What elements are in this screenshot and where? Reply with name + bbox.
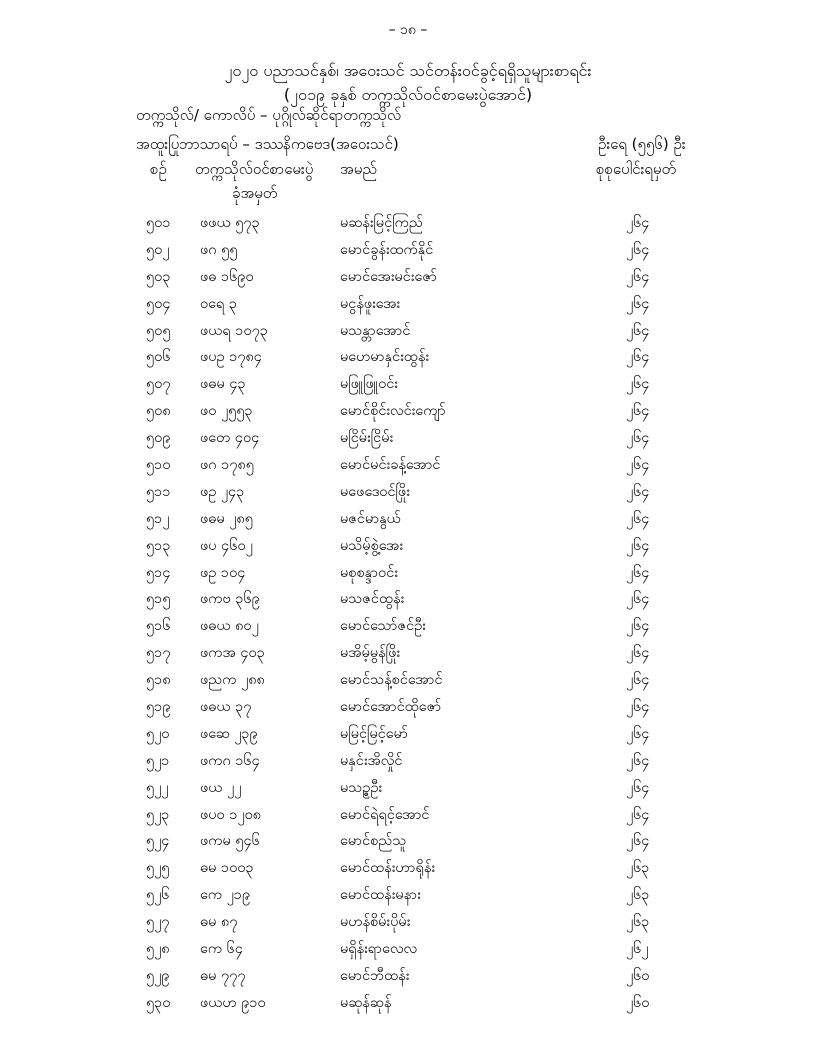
- table-row: [0, 348, 816, 375]
- row-number: ၅၁၃: [146, 537, 171, 554]
- row-number: ၅၀၅: [146, 322, 171, 339]
- table-row: [0, 402, 816, 429]
- document-subtitle: (၂၀၁၉ ခုနှစ် တက္ကသိုလ်ဝင်စာမေးပွဲအောင်): [283, 85, 533, 104]
- student-name: မောင်ခွန်းထက်နိုင်: [340, 241, 434, 258]
- table-row: [0, 564, 816, 591]
- total-marks: ၂၆၄: [626, 376, 650, 393]
- table-row: [0, 644, 816, 671]
- total-marks: ၂၆၄: [626, 618, 650, 635]
- student-name: မောင်စိုင်းလင်းကျော်: [340, 403, 446, 420]
- table-row: [0, 698, 816, 725]
- student-name: မသဥ္စဦး: [340, 779, 383, 796]
- roll-number: ဖတေ ၄၀၄: [200, 430, 260, 447]
- roll-number: ဓမ ၈၇: [200, 914, 238, 931]
- total-marks: ၂၆၄: [626, 699, 650, 716]
- student-name: မဆုန်ဆုန်: [340, 994, 392, 1011]
- total-marks: ၂၆၄: [626, 806, 650, 823]
- total-marks: ၂၆၄: [626, 241, 650, 258]
- roll-number: ဖဓမ ၂၈၅: [200, 510, 253, 527]
- student-name: မောင်ဘီထန်း: [340, 967, 410, 984]
- roll-number: ဖဝ ၂၅၅၃: [200, 403, 253, 420]
- total-marks: ၂၆၄: [626, 215, 650, 231]
- column-header-name: အမည်: [340, 160, 377, 178]
- student-name: မောင်အောင်ထိုဇော်: [340, 699, 442, 716]
- roll-number: ဖယဟ ၉၁၀: [200, 994, 266, 1011]
- page-number: – ၁၈ –: [388, 22, 428, 38]
- roll-number: ဖဓ ၁၆၉၀: [200, 268, 254, 285]
- table-row: [0, 940, 816, 967]
- total-marks: ၂၆၄: [626, 537, 650, 554]
- student-name: မောင်ရဲရင့်အောင်: [340, 806, 430, 823]
- student-name: မသဇင်ထွန်း: [340, 591, 405, 608]
- student-list: [0, 214, 816, 1021]
- roll-number: ဖဂ ၁၇၈၅: [200, 457, 254, 474]
- student-name: မဇင်မာနွယ်: [340, 510, 401, 527]
- table-row: [0, 725, 816, 752]
- roll-number: ဖကအ ၄၀၃: [200, 645, 265, 662]
- total-marks: ၂၆၄: [626, 645, 650, 662]
- table-row: [0, 590, 816, 617]
- student-name: မသန္တာအောင်: [340, 322, 411, 339]
- row-number: ၅၂၃: [146, 806, 170, 823]
- roll-number: ဖယ ၂၂: [200, 779, 242, 796]
- document-title: ၂၀၂၀ ပညာသင်နှစ်၊ အဝေးသင် သင်တန်းဝင်ခွင့်ရရှိသူများစာရင်း: [224, 61, 592, 80]
- student-name: မအိမ့်မွန်ဖြိုး: [340, 645, 401, 662]
- total-marks: ၂၆၄: [626, 322, 650, 339]
- total-marks: ၂၆၄: [626, 457, 650, 474]
- table-row: [0, 617, 816, 644]
- major-subject-line: အထူးပြုဘာသာရပ် – ဒဿနိကဗေဒ(အဝေးသင်): [136, 135, 399, 153]
- student-name: မရှိန်းရာလေလ: [340, 941, 418, 958]
- total-marks: ၂၆၃: [626, 887, 650, 904]
- row-number: ၅၁၀: [146, 457, 171, 474]
- student-count: ဦးရေ (၅၅၆) ဦး: [598, 135, 686, 153]
- roll-number: ဖပ ၄၆၀၂: [200, 537, 253, 554]
- column-header-roll-line2: ခုံအမှတ်: [232, 184, 278, 202]
- table-row: [0, 429, 816, 456]
- row-number: ၅၁၇: [146, 645, 171, 662]
- table-row: [0, 268, 816, 295]
- column-header-no: စဉ်: [150, 160, 167, 178]
- roll-number: ဖပ၀ ၁၂၀၈: [200, 806, 262, 823]
- total-marks: ၂၆၄: [626, 752, 650, 769]
- row-number: ၅၁၂: [146, 510, 170, 527]
- student-name: မဟန်စိမ်းပိုမ်း: [340, 914, 411, 931]
- total-marks: ၂၆၄: [626, 510, 650, 527]
- total-marks: ၂၆၄: [626, 779, 650, 796]
- row-number: ၅၂၇: [146, 914, 170, 931]
- student-name: မငြိမ်းငြိမ်း: [340, 430, 394, 447]
- roll-number: ဖယရ ၁၀၇၃: [200, 322, 268, 339]
- table-row: [0, 214, 816, 241]
- row-number: ၅၁၁: [146, 483, 171, 500]
- row-number: ၅၂၁: [146, 752, 170, 769]
- column-header-roll: တက္ကသိုလ်ဝင်စာမေးပွဲ: [195, 160, 314, 178]
- row-number: ၅၂၅: [146, 860, 170, 877]
- roll-number: ဖဓယ ၈၀၂: [200, 618, 259, 635]
- roll-number: ဝရေ ၃: [200, 295, 238, 312]
- row-number: ၅၁၈: [146, 672, 171, 689]
- student-name: မောင်စည်သူ: [340, 833, 407, 850]
- table-row: [0, 967, 816, 994]
- row-number: ၅၀၃: [146, 268, 171, 285]
- total-marks: ၂၆၄: [626, 349, 650, 366]
- roll-number: ဓမ ၁၀၀၃: [200, 860, 254, 877]
- row-number: ၅၂၉: [146, 967, 170, 984]
- table-row: [0, 886, 816, 913]
- total-marks: ၂၆၃: [626, 860, 650, 877]
- roll-number: ဖဥ ၁၀၄: [200, 564, 246, 581]
- roll-number: ကေ ၂၁၉: [200, 887, 251, 904]
- table-row: [0, 671, 816, 698]
- row-number: ၅၁၅: [146, 591, 171, 608]
- roll-number: ဖဆေ ၂၃၉: [200, 725, 258, 742]
- student-name: မမြင့်မြင့်မော်: [340, 725, 408, 742]
- table-row: [0, 375, 816, 402]
- total-marks: ၂၆၄: [626, 725, 650, 742]
- row-number: ၅၃၀: [146, 994, 171, 1011]
- table-row: [0, 994, 816, 1021]
- table-row: [0, 295, 816, 322]
- roll-number: ဖကဂ ၁၆၄: [200, 752, 260, 769]
- total-marks: ၂၆၀: [626, 994, 650, 1011]
- row-number: ၅၀၆: [146, 349, 171, 366]
- total-marks: ၂၆၄: [626, 430, 650, 447]
- student-name: မဖြူဖြူဝင်း: [340, 376, 398, 393]
- total-marks: ၂၆၄: [626, 295, 650, 312]
- table-row: [0, 779, 816, 806]
- table-row: [0, 483, 816, 510]
- total-marks: ၂၆၄: [626, 672, 650, 689]
- row-number: ၅၁၆: [146, 618, 171, 635]
- row-number: ၅၂၄: [146, 833, 170, 850]
- table-row: [0, 913, 816, 940]
- student-name: မောင်ထန်းမနား: [340, 887, 421, 904]
- table-row: [0, 537, 816, 564]
- table-row: [0, 510, 816, 537]
- roll-number: ဖဓယ ၃၇: [200, 699, 252, 716]
- row-number: ၅၂၂: [146, 779, 169, 796]
- row-number: ၅၁၉: [146, 699, 171, 716]
- student-name: မောင်သော်ဇင်ဦး: [340, 618, 426, 635]
- row-number: ၅၀၄: [146, 295, 171, 312]
- table-row: [0, 752, 816, 779]
- total-marks: ၂၆၄: [626, 591, 650, 608]
- roll-number: ဖကဗ ၃၆၉: [200, 591, 260, 608]
- column-header-total: စုစုပေါင်းရမှတ်: [596, 160, 677, 178]
- student-name: မောင်အေးမင်းဇော်: [340, 268, 437, 285]
- row-number: ၅၀၉: [146, 430, 171, 447]
- student-name: မဟေမာနှင်းထွန်း: [340, 349, 430, 366]
- row-number: ၅၀၈: [146, 403, 171, 420]
- row-number: ၅၀၁: [146, 215, 171, 231]
- table-row: [0, 456, 816, 483]
- total-marks: ၂၆၀: [626, 967, 650, 984]
- row-number: ၅၂၀: [146, 725, 170, 742]
- total-marks: ၂၆၄: [626, 403, 650, 420]
- roll-number: ဖပဥ ၁၇၈၄: [200, 349, 262, 366]
- student-name: မနှင်းအိလှိုင်: [340, 752, 403, 769]
- student-name: မဆန်းမြင့်ကြည်: [340, 215, 423, 231]
- roll-number: ဓမ ၇၇၇: [200, 967, 246, 984]
- total-marks: ၂၆၄: [626, 564, 650, 581]
- table-row: [0, 241, 816, 268]
- table-row: [0, 859, 816, 886]
- total-marks: ၂၆၄: [626, 833, 650, 850]
- table-row: [0, 832, 816, 859]
- roll-number: ဖဖယ ၅၇၃: [200, 215, 260, 231]
- roll-number: ဖကမ ၅၄၆: [200, 833, 260, 850]
- student-name: မောင်သန့်စင်အောင်: [340, 672, 443, 689]
- row-number: ၅၂၈: [146, 941, 170, 958]
- table-row: [0, 806, 816, 833]
- roll-number: ဖဂ ၅၅: [200, 241, 238, 258]
- student-name: မငွန်ဖူးအေး: [340, 295, 401, 312]
- student-name: မောင်မင်းခန့်အောင်: [340, 457, 441, 474]
- student-name: မသိမ့်စွဲ့အေး: [340, 537, 404, 554]
- roll-number: ဖညက ၂၈၈: [200, 672, 265, 689]
- table-row: [0, 322, 816, 349]
- row-number: ၅၀၇: [146, 376, 171, 393]
- total-marks: ၂၆၂: [626, 941, 649, 958]
- roll-number: ဖဥ ၂၄၃: [200, 483, 245, 500]
- row-number: ၅၁၄: [146, 564, 171, 581]
- student-name: မဖေ‌ဒေဝင်ဖြိုး: [340, 483, 410, 500]
- student-name: မောင်ထန်းဟာရိုန်း: [340, 860, 436, 877]
- student-name: မစုစန္ဒာဝင်း: [340, 564, 398, 581]
- total-marks: ၂၆၃: [626, 914, 650, 931]
- row-number: ၅၂၆: [146, 887, 170, 904]
- total-marks: ၂၆၄: [626, 483, 650, 500]
- roll-number: ကေ ၆၄: [200, 941, 243, 958]
- university-line: တက္ကသိုလ်/ ကောလိပ် – ပုဂ္ဂိုလ်ဆိုင်ရာတက္ကသိုလ်: [136, 106, 402, 124]
- roll-number: ဖဓမ ၄၃: [200, 376, 246, 393]
- row-number: ၅၀၂: [146, 241, 170, 258]
- total-marks: ၂၆၄: [626, 268, 650, 285]
